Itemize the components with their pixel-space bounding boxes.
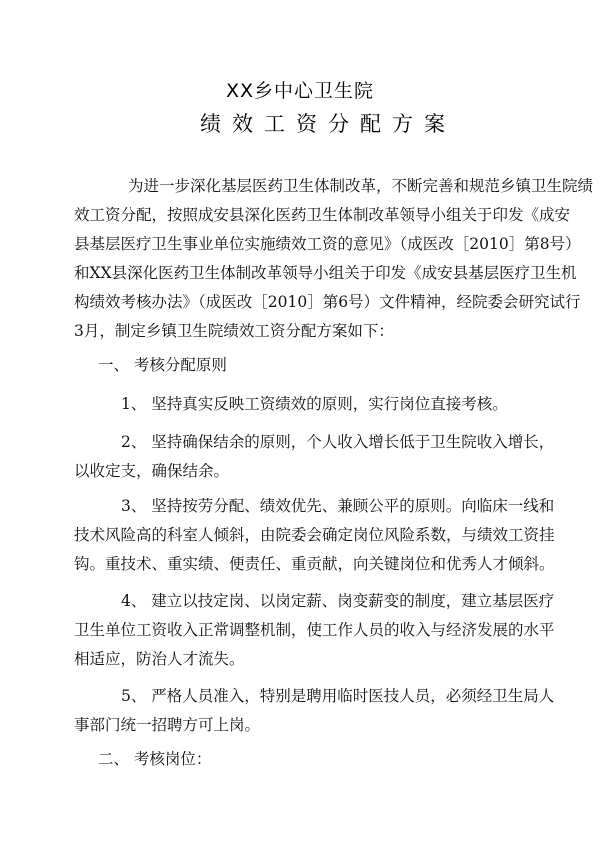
principle-5-cont: 事部门统一招聘方可上岗。 (74, 716, 261, 734)
intro-line: 为进一步深化基层医药卫生体制改革，不断完善和规范乡镇卫生院绩 (128, 177, 594, 195)
section-heading-1: 一、 考核分配原则 (98, 356, 227, 374)
section-heading-2: 二、 考核岗位： (98, 750, 212, 768)
principle-3: 3、 坚持按劳分配、绩效优先、兼顾公平的原则。向临床一线和 (121, 497, 555, 515)
principle-4: 4、 建立以技定岗、以岗定薪、岗变薪变的制度，建立基层医疗 (121, 592, 555, 610)
principle-4-cont: 相适应，防治人才流失。 (74, 650, 245, 668)
intro-line: 3月，制定乡镇卫生院绩效工资分配方案如下： (74, 322, 394, 340)
intro-line: 效工资分配，按照成安县深化医药卫生体制改革领导小组关于印发《成安 (74, 206, 571, 224)
principle-5: 5、 严格人员准入，特别是聘用临时医技人员，必须经卫生局人 (121, 687, 555, 705)
principle-2-cont: 以收定支，确保结余。 (74, 462, 230, 480)
principle-3-cont: 钩。重技术、重实绩、便责任、重贡献，向关键岗位和优秀人才倾斜。 (74, 555, 555, 573)
principle-2: 2、 坚持确保结余的原则，个人收入增长低于卫生院收入增长， (121, 433, 555, 451)
intro-line: 和XX县深化医药卫生体制改革领导小组关于印发《成安县基层医疗卫生机 (74, 264, 577, 282)
intro-line: 县基层医疗卫生事业单位实施绩效工资的意见》（成医改［2010］第8号） (74, 235, 581, 253)
document-subtitle: 绩效工资分配方案 (200, 112, 456, 136)
principle-1: 1、 坚持真实反映工资绩效的原则，实行岗位直接考核。 (121, 395, 508, 413)
principle-3-cont: 技术风险高的科室人倾斜，由院委会确定岗位风险系数，与绩效工资挂 (74, 526, 555, 544)
document-title: XX乡中心卫生院 (226, 80, 375, 102)
principle-4-cont: 卫生单位工资收入正常调整机制，使工作人员的收入与经济发展的水平 (74, 621, 555, 639)
intro-line: 构绩效考核办法》（成医改［2010］第6号）文件精神，经院委会研究试行 (74, 293, 581, 311)
